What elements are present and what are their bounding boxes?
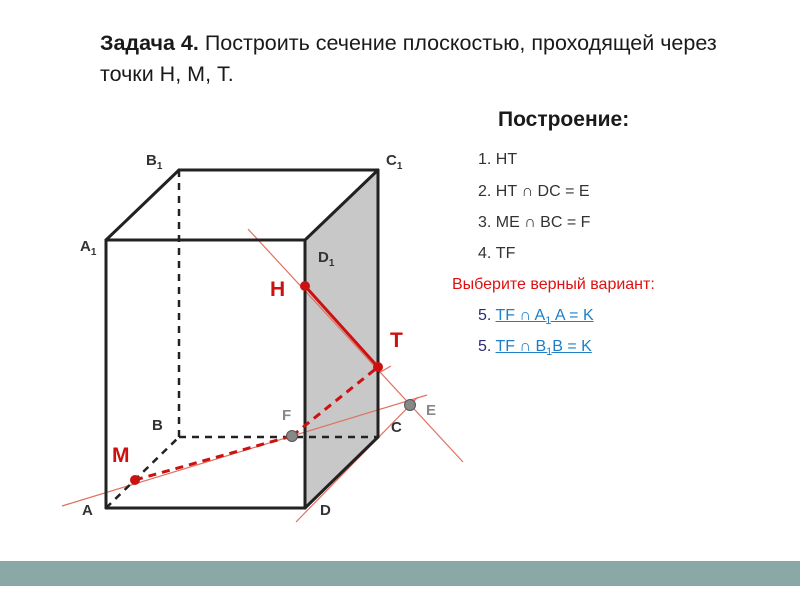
edge-a1b1 — [106, 170, 179, 240]
point-label-e: E — [426, 402, 437, 419]
vertex-label-c: C — [391, 419, 402, 436]
vertex-label-c1-letter: C — [386, 152, 397, 169]
answer-option-a1a[interactable] — [478, 307, 594, 327]
answer-option-b1b-number: 5. — [478, 338, 492, 355]
vertex-label-d1-letter: D — [318, 249, 329, 266]
answer-option-b1b-link[interactable] — [495, 338, 592, 359]
vertex-label-b1-sub: 1 — [156, 161, 163, 172]
vertex-label-b1 — [146, 152, 163, 172]
answer-option-b1b-text-pre: TF ∩ B — [495, 338, 547, 355]
vertex-label-b1-letter: B — [146, 152, 157, 169]
point-t — [373, 362, 383, 372]
construction-heading: Построение: — [498, 108, 630, 131]
point-label-h: H — [270, 278, 286, 301]
vertex-label-c1-sub: 1 — [396, 161, 403, 172]
vertex-label-b: B — [152, 417, 163, 434]
point-label-m: M — [112, 444, 130, 467]
construction-step-1: 1. НТ — [478, 151, 518, 168]
point-e — [405, 400, 416, 411]
point-label-t: T — [390, 329, 403, 352]
point-label-f: F — [282, 407, 292, 424]
task-number: Задача 4. — [100, 31, 199, 55]
answer-option-a1a-text-post: A = K — [551, 307, 594, 324]
answer-option-b1b[interactable] — [478, 338, 592, 358]
vertex-label-d: D — [320, 502, 331, 519]
vertex-label-a1-sub: 1 — [90, 247, 97, 258]
construction-step-2: 2. НТ ∩ DC = E — [478, 183, 590, 200]
choose-prompt: Выберите верный вариант: — [452, 276, 655, 293]
answer-option-b1b-text-post: B = K — [552, 338, 592, 355]
vertex-label-a: A — [82, 502, 93, 519]
shaded-face-dcc1d1 — [305, 170, 378, 508]
vertex-label-a1 — [80, 238, 97, 258]
vertex-label-a1-letter: A — [80, 238, 91, 255]
vertex-label-d1-sub: 1 — [328, 258, 335, 269]
answer-option-a1a-number: 5. — [478, 307, 492, 324]
vertex-label-c1 — [386, 152, 403, 172]
task-text: Построить сечение плоскостью, проходящей через точки Н, М, Т. — [100, 31, 717, 86]
answer-option-a1a-text-pre: TF ∩ A — [495, 307, 546, 324]
answer-option-a1a-sub: 1 — [545, 315, 552, 328]
point-m — [130, 475, 140, 485]
point-h — [300, 281, 310, 291]
footer-bar — [0, 561, 800, 586]
construction-step-3: 3. МE ∩ BC = F — [478, 214, 591, 231]
construction-step-4: 4. ТF — [478, 245, 516, 262]
point-f — [287, 431, 298, 442]
answer-option-a1a-link[interactable] — [495, 307, 594, 328]
answer-option-b1b-sub: 1 — [546, 346, 553, 359]
